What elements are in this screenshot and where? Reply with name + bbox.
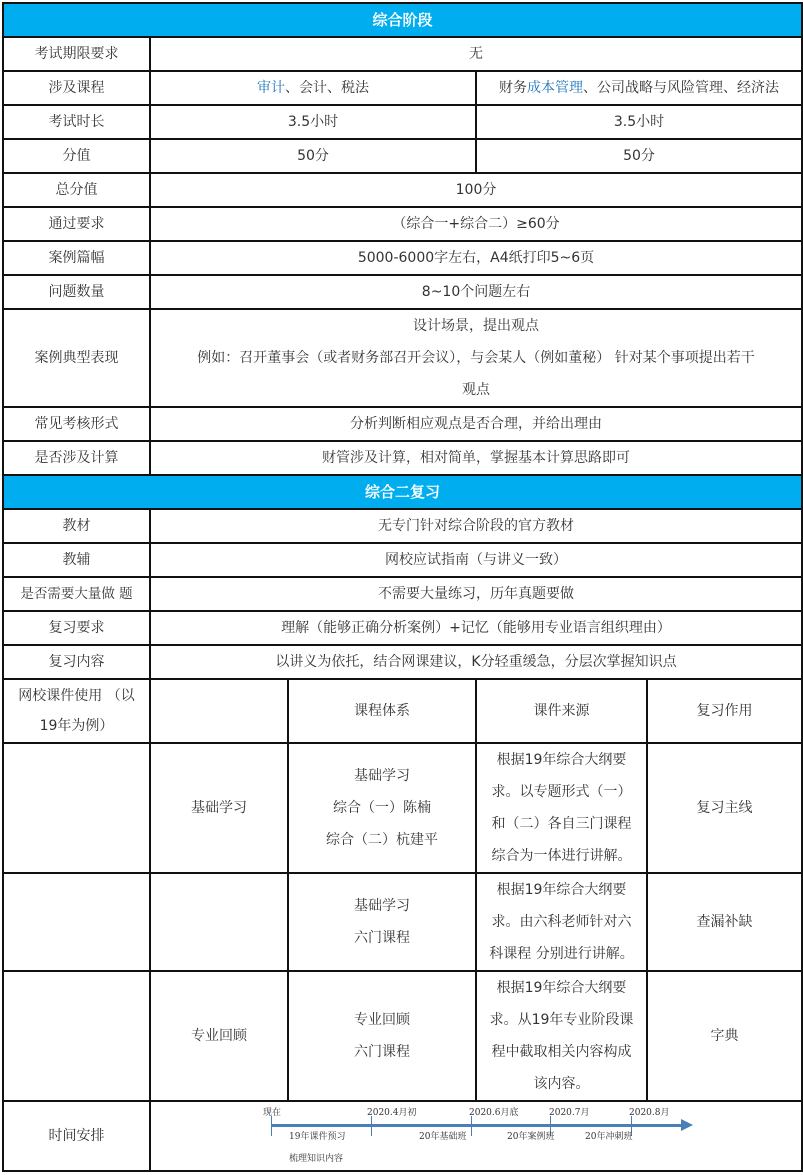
row-value: 无专门针对综合阶段的官方教材: [150, 509, 802, 543]
review-table: [2, 474, 803, 1172]
row-label: 是否需要大量做 题: [3, 577, 150, 611]
section-header: 综合二复习: [3, 475, 802, 509]
row-value: （综合一+综合二）≥60分: [150, 207, 802, 241]
text-line: 求。由六科老师针对六: [491, 914, 632, 930]
milestone-label: 2020.8月: [629, 1108, 670, 1118]
system-cell: [288, 873, 476, 971]
empty-cell: [3, 971, 150, 1101]
column-header: 课件来源: [476, 679, 647, 743]
text-line: 例如：召开董事会（或者财务部召开会议），与会某人（例如董秘） 针对某个事项提出若干: [197, 350, 755, 366]
row-label: 考试时长: [3, 105, 150, 139]
row-value: 不需要大量练习，历年真题要做: [150, 577, 802, 611]
timeline-axis: [271, 1124, 683, 1127]
row-value: 50分: [150, 139, 476, 173]
course-link-cost[interactable]: 成本管理: [527, 80, 583, 96]
section-header: 综合阶段: [3, 3, 802, 37]
stage-cell: 专业回顾: [150, 971, 288, 1101]
text-line: 科课程 分别进行讲解。: [489, 946, 634, 962]
row-label: 常见考核形式: [3, 407, 150, 441]
role-cell: 查漏补缺: [647, 873, 802, 971]
text-line: 专业回顾: [354, 1012, 410, 1028]
course-link-audit[interactable]: 审计: [257, 80, 285, 96]
role-cell: 字典: [647, 971, 802, 1101]
text-line: 基础学习: [354, 898, 410, 914]
row-label: 案例篇幅: [3, 241, 150, 275]
row-value: 网校应试指南（与讲义一致）: [150, 543, 802, 577]
source-cell: [476, 743, 647, 873]
text-line: 根据19年综合大纲要: [496, 980, 627, 996]
text-line: 综合（一）陈楠: [333, 800, 431, 816]
row-value: 财管涉及计算，相对简单，掌握基本计算思路即可: [150, 441, 802, 475]
timeline-tick: [471, 1116, 472, 1136]
phase-label: 19年课件预习: [289, 1132, 346, 1142]
text-line: 综合（二）杭建平: [326, 832, 438, 848]
row-label: 复习内容: [3, 645, 150, 679]
text-line: 根据19年综合大纲要: [496, 752, 627, 768]
timeline-tick: [271, 1116, 272, 1136]
column-header: [150, 679, 288, 743]
system-cell: [288, 743, 476, 873]
row-value: 5000-6000字左右，A4纸打印5~6页: [150, 241, 802, 275]
milestone-label: 现在: [263, 1108, 282, 1118]
column-header: 复习作用: [647, 679, 802, 743]
table-row: [3, 971, 802, 1101]
table-row: [3, 743, 802, 873]
row-value: 8~10个问题左右: [150, 275, 802, 309]
text-line: 求。以专题形式（一）: [491, 784, 632, 800]
stage-cell: 基础学习: [150, 743, 288, 873]
role-cell: 复习主线: [647, 743, 802, 873]
text-line: 该内容。: [533, 1076, 590, 1092]
row-label: 分值: [3, 139, 150, 173]
text-line: 19年为例）: [39, 718, 114, 734]
timeline-cell: [150, 1101, 802, 1171]
milestone-label: 2020.4月初: [367, 1108, 417, 1118]
row-value: 无: [150, 37, 802, 71]
text-line: 根据19年综合大纲要: [496, 882, 627, 898]
comprehensive-stage-table: [2, 2, 803, 476]
milestone-label: 2020.7月: [549, 1108, 590, 1118]
row-label: 总分值: [3, 173, 150, 207]
row-label: 案例典型表现: [3, 309, 150, 407]
timeline-diagram: [151, 1102, 801, 1170]
table-row: [3, 873, 802, 971]
course-list-1: 审计、会计、税法: [150, 71, 476, 105]
phase-sublabel: 梳理知识内容: [289, 1154, 344, 1164]
system-cell: [288, 971, 476, 1101]
row-label: 教辅: [3, 543, 150, 577]
row-label: 考试期限要求: [3, 37, 150, 71]
text-line: 六门课程: [354, 1044, 410, 1060]
row-label: 问题数量: [3, 275, 150, 309]
text-line: 和（二）各自三门课程: [491, 816, 632, 832]
row-value: 以讲义为依托，结合网课建议，K分轻重缓急，分层次掌握知识点: [150, 645, 802, 679]
text-line: 设计场景，提出观点: [413, 318, 539, 334]
text-line: 六门课程: [354, 930, 410, 946]
text-line: 观点: [462, 382, 490, 398]
phase-label: 20年冲刺班: [585, 1132, 633, 1142]
row-label: 时间安排: [3, 1101, 150, 1171]
arrow-right-icon: [681, 1119, 693, 1131]
text-line: 求。从19年专业阶段课: [489, 1012, 634, 1028]
phase-label: 20年案例班: [507, 1132, 555, 1142]
row-label: 是否涉及计算: [3, 441, 150, 475]
empty-cell: [3, 743, 150, 873]
row-value: [150, 309, 802, 407]
row-value: 3.5小时: [476, 105, 802, 139]
courseware-label: [3, 679, 150, 743]
source-cell: [476, 873, 647, 971]
row-label: 通过要求: [3, 207, 150, 241]
course-list-2: 财务成本管理、公司战略与风险管理、经济法: [476, 71, 802, 105]
row-label: 涉及课程: [3, 71, 150, 105]
phase-label: 20年基础班: [419, 1132, 467, 1142]
empty-cell: [3, 873, 150, 971]
timeline-tick: [371, 1116, 372, 1136]
row-value: 分析判断相应观点是否合理，并给出理由: [150, 407, 802, 441]
text-line: 网校课件使用 （以: [18, 688, 135, 704]
milestone-label: 2020.6月底: [469, 1108, 519, 1118]
row-value: 50分: [476, 139, 802, 173]
row-label: 复习要求: [3, 611, 150, 645]
row-value: 3.5小时: [150, 105, 476, 139]
column-header: 课程体系: [288, 679, 476, 743]
source-cell: [476, 971, 647, 1101]
row-label: 教材: [3, 509, 150, 543]
row-value: 理解（能够正确分析案例）+记忆（能够用专业语言组织理由）: [150, 611, 802, 645]
text-line: 程中截取相关内容构成: [491, 1044, 632, 1060]
text-line: 综合为一体进行讲解。: [491, 848, 632, 864]
row-value: 100分: [150, 173, 802, 207]
text-line: 基础学习: [354, 768, 410, 784]
stage-cell: [150, 873, 288, 971]
